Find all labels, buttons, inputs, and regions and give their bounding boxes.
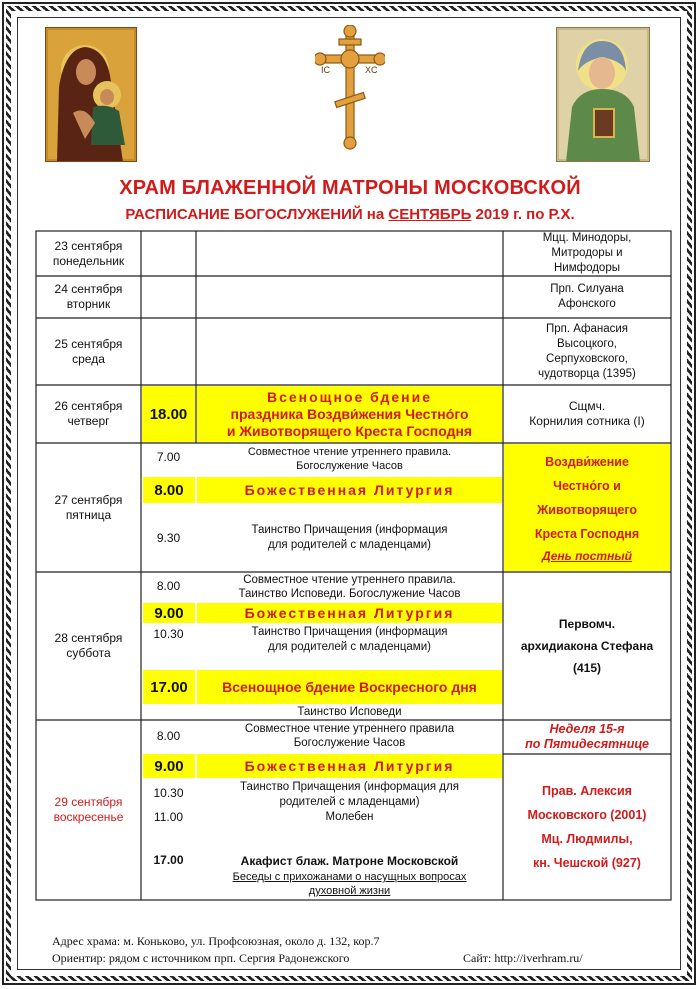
service-time: 7.00: [156, 449, 181, 464]
saint-line: Нимфодоры: [553, 262, 620, 274]
saint-cell: [503, 276, 671, 318]
feast-line: Честно́го и: [553, 478, 621, 493]
service-line: Совместное чтение утреннего правила.: [247, 446, 452, 458]
service-time: 8.00: [143, 477, 195, 503]
fast-day-label: День постный: [542, 548, 632, 563]
service-time: 11.00: [153, 809, 184, 824]
page-title: ХРАМ БЛАЖЕННОЙ МАТРОНЫ МОСКОВСКОЙ: [119, 177, 581, 199]
service-time: 17.00: [143, 670, 195, 704]
saint-cell: [503, 385, 671, 443]
service-line: Богослужение Часов: [296, 460, 403, 472]
saint-line: Мцц. Минодоры,: [542, 232, 632, 244]
footer-address: Адрес храма: м. Коньково, ул. Профсоюзная, около д. 132, кор.7: [52, 934, 380, 948]
service-line: Таинство Причащения (информация: [251, 626, 448, 638]
cross-label-ic: IC: [321, 65, 330, 75]
day-date-cell: [36, 231, 141, 276]
service-line: Всенощное бдение: [266, 388, 432, 405]
saint-cell: [503, 318, 671, 385]
feast-line: Воздви́жение: [545, 454, 629, 469]
saint-line: кн. Чешской (927): [533, 856, 641, 870]
day-date-cell: [36, 385, 141, 443]
service-line: Беседы с прихожанами о насущных вопросах: [232, 871, 467, 883]
service-line: Таинство Причащения (информация: [251, 524, 448, 536]
saint-line: Прп. Силуана: [550, 283, 624, 295]
saint-line: Московского (2001): [527, 808, 647, 822]
day-weekday: среда: [72, 351, 105, 366]
saint-line: Афонского: [558, 298, 616, 310]
service-time: 8.00: [156, 728, 181, 743]
saint-line: чудотворца (1395): [538, 367, 636, 380]
service-time: 17.00: [153, 852, 184, 867]
sunday-line: Неделя 15-я: [549, 722, 625, 736]
day-date: 29 сентября: [54, 795, 123, 809]
saint-line: Прп. Афанасия: [545, 322, 629, 335]
saint-line: Серпуховского,: [546, 352, 628, 365]
liturgy-label: Божественная Литургия: [197, 603, 502, 623]
feast-cell: [504, 444, 670, 571]
service-line: родителей с младенцами): [279, 795, 420, 808]
service-time: 8.00: [156, 578, 181, 593]
saint-line: архидиакона Стефана: [520, 639, 654, 653]
subtitle-year: 2019 г. по Р.Х.: [475, 206, 575, 223]
day-date-cell: [36, 720, 141, 900]
service-line: Молебен: [325, 810, 374, 823]
service-line: Совместное чтение утреннего правила.: [243, 574, 456, 586]
service-cell: [196, 624, 503, 656]
saint-line: Прав. Алексия: [542, 784, 632, 798]
service-cell: [196, 572, 503, 602]
day-date: 28 сентября: [54, 631, 123, 645]
service-line: духовной жизни: [308, 885, 391, 897]
saint-line: (415): [572, 661, 601, 675]
liturgy-label: Божественная Литургия: [197, 477, 502, 503]
sunday-line: по Пятидесятнице: [525, 737, 649, 751]
day-date: 25 сентября: [54, 336, 123, 351]
liturgy-label: Божественная Литургия: [197, 754, 502, 778]
service-cell: [196, 778, 503, 826]
service-time: 10.30: [153, 785, 184, 800]
vespers-label: Всенощное бдение Воскресного дня: [197, 670, 502, 704]
service-time: 10.30: [153, 626, 184, 641]
subtitle-month: СЕНТЯБРЬ: [388, 206, 472, 223]
day-weekday: пятница: [65, 507, 112, 522]
day-date: 27 сентября: [54, 492, 123, 507]
day-date-cell: [36, 276, 141, 318]
footer-site-link[interactable]: Сайт: http://iverhram.ru/: [463, 951, 583, 965]
subtitle-prefix: РАСПИСАНИЕ БОГОСЛУЖЕНИЙ на: [125, 206, 385, 223]
service-line: для родителей с младенцами): [268, 539, 431, 551]
saint-line: Сщмч.: [568, 399, 606, 413]
day-date-cell: [36, 318, 141, 385]
service-time: 9.00: [143, 603, 195, 623]
cross-label-xc: XC: [365, 65, 378, 75]
talks-cell: [196, 869, 503, 899]
saint-cell: [503, 572, 671, 720]
service-cell: [196, 444, 503, 474]
service-time: 18.00: [142, 386, 195, 442]
day-date: 24 сентября: [54, 282, 123, 296]
saint-cell: [503, 231, 671, 276]
service-line: праздника Воздви́жения Честно́го: [230, 405, 469, 422]
footer-landmark: Ориентир: рядом с источником прп. Сергия Радонежского: [52, 951, 350, 965]
saint-line: Первомч.: [558, 617, 616, 631]
akathist-label: Акафист блаж. Матроне Московской: [240, 853, 459, 868]
day-weekday: понедельник: [52, 253, 125, 268]
service-cell: [197, 386, 502, 442]
day-weekday: суббота: [66, 646, 111, 660]
confession-label: Таинство Исповеди: [297, 705, 402, 718]
day-date-cell: [36, 443, 141, 572]
saint-cell: [503, 754, 671, 900]
service-cell: [196, 721, 503, 751]
service-cell: [196, 522, 503, 554]
service-time: 9.30: [156, 530, 181, 545]
service-line: Таинство Исповеди. Богослужение Часов: [238, 588, 461, 600]
sunday-label-cell: [503, 720, 671, 754]
day-date: 26 сентября: [54, 399, 123, 413]
day-weekday: воскресенье: [53, 810, 124, 824]
service-line: для родителей с младенцами): [268, 641, 431, 653]
service-line: Богослужение Часов: [293, 737, 406, 749]
saint-line: Высоцкого,: [557, 337, 617, 350]
feast-line: Креста Господня: [534, 526, 640, 541]
day-weekday: вторник: [66, 297, 111, 311]
saint-line: Митродоры и: [551, 247, 623, 259]
feast-line: Животворящего: [536, 502, 638, 517]
service-time: 9.00: [143, 754, 195, 778]
saint-line: Мц. Людмилы,: [541, 832, 633, 846]
service-line: Совместное чтение утреннего правила: [244, 723, 455, 735]
day-weekday: четверг: [67, 414, 110, 428]
day-date-cell: [36, 572, 141, 720]
service-line: Таинство Причащения (информация для: [240, 780, 459, 793]
day-date: 23 сентября: [54, 238, 123, 253]
saint-line: Корнилия сотника (I): [529, 414, 645, 428]
service-line: и Животворящего Креста Господня: [226, 422, 473, 439]
